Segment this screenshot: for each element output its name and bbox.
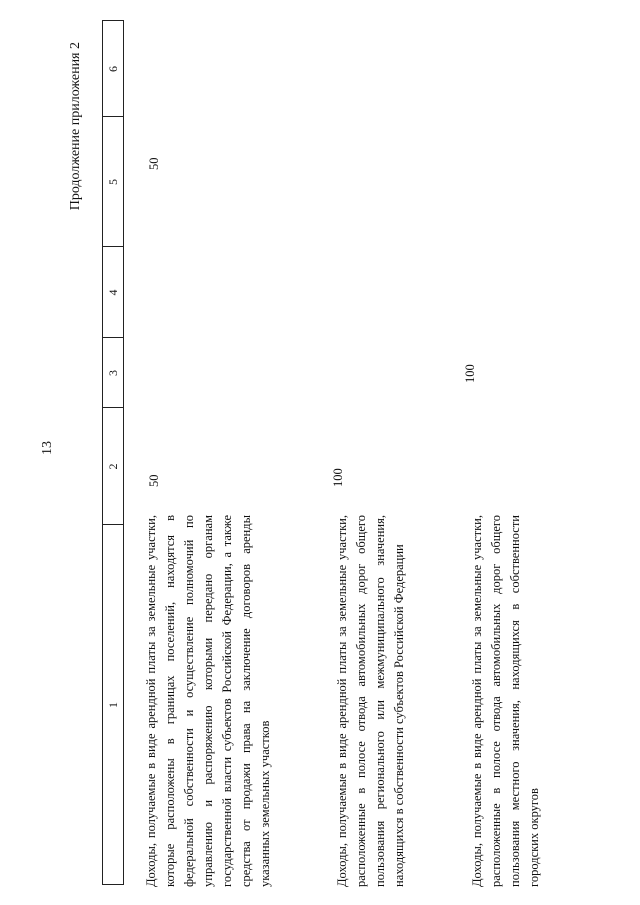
column-number: 2	[106, 463, 120, 470]
table-cell-value: 100	[463, 364, 477, 383]
table-row-description: Доходы, получаемые в виде арендной платы за земельные участки, которые расположены в границах поселений, находятся в федеральной собственности и осуществление полномочий по управлению и распоряжению которыми передано органам государственной власти субъектов Российской Федерации, а также средства от продажи права на заключение договоров аренды указанных земельных участков	[144, 515, 272, 887]
page-number: 13	[40, 441, 55, 455]
table-row-description: Доходы, получаемые в виде арендной платы за земельные участки, расположенные в полосе отвода автомобильных дорог общего пользования регионального или межмуниципального значения, находящихся в собственности субъектов Российской Федерации	[335, 515, 406, 887]
column-number: 6	[106, 66, 120, 72]
table-cell-value: 50	[147, 157, 161, 170]
column-number: 3	[106, 370, 120, 376]
table-top-rule	[102, 21, 103, 885]
table-header-bottom-rule	[123, 21, 124, 885]
column-number: 4	[106, 289, 120, 296]
table-cell-value: 50	[147, 474, 161, 487]
table-row-description: Доходы, получаемые в виде арендной платы за земельные участки, расположенные в полосе отвода автомобильных дорог общего пользования местного значения, находящихся в собственности городских округов	[470, 515, 541, 887]
table-cell-value: 100	[331, 468, 345, 487]
column-number: 5	[106, 179, 120, 185]
continuation-label: Продолжение приложения 2	[68, 42, 83, 211]
column-number: 1	[106, 702, 120, 708]
